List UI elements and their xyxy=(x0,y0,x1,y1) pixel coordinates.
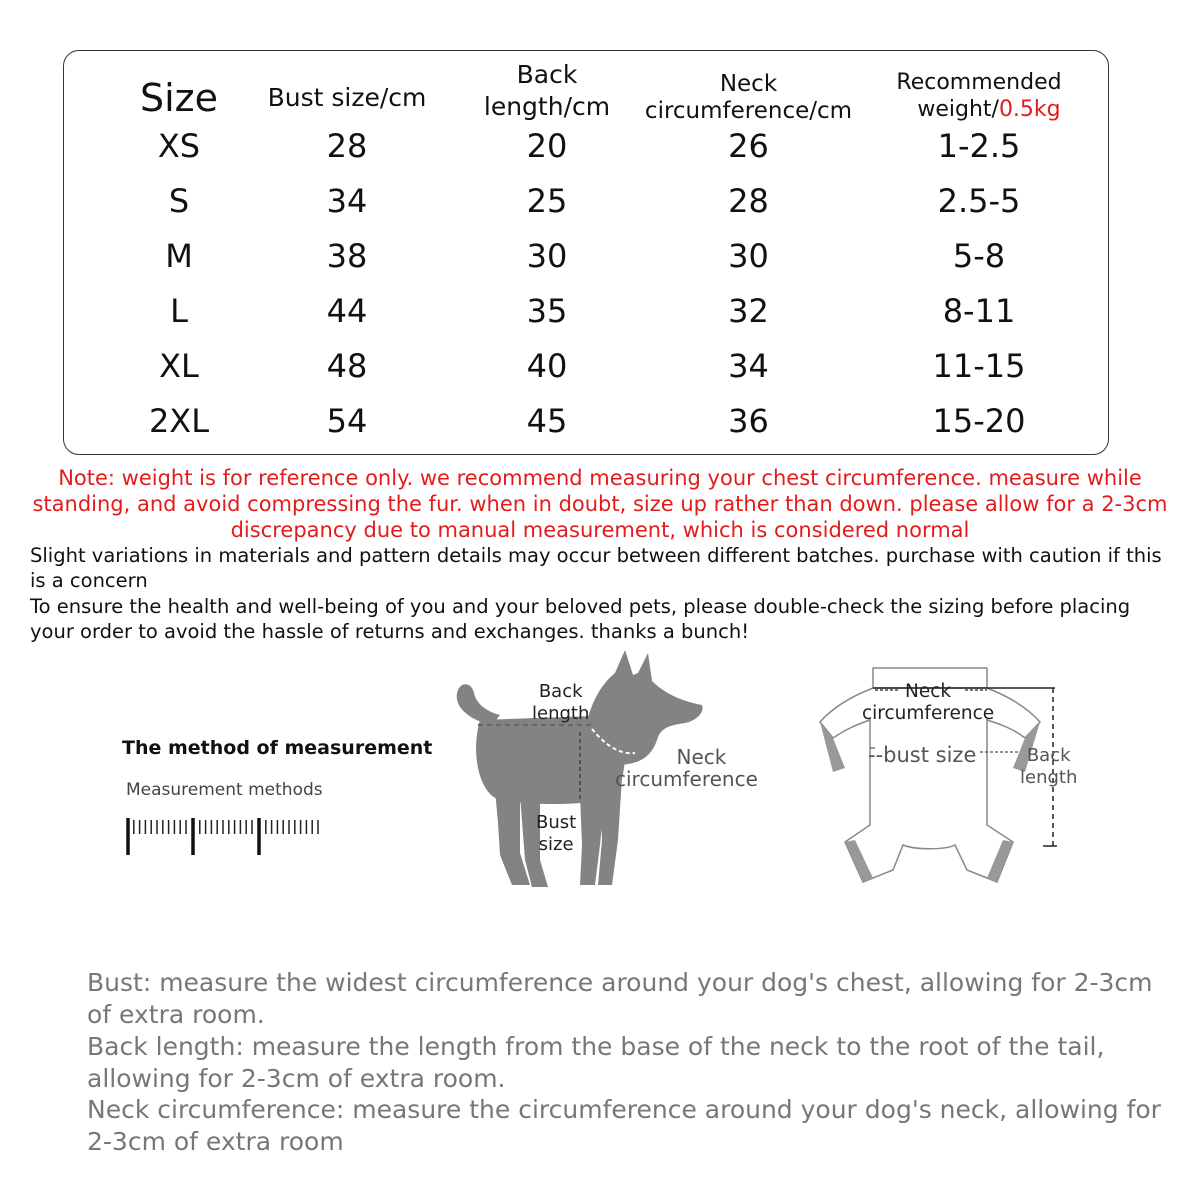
table-cell-weight: 15-20 xyxy=(932,402,1026,440)
dog-neck-line1: Neck xyxy=(676,745,727,769)
table-cell-size: M xyxy=(165,237,193,275)
table-cell-bust: 54 xyxy=(326,402,368,440)
table-cell-back: 30 xyxy=(526,237,568,275)
garment-bust-label: --bust size xyxy=(868,743,977,767)
header-size: Size xyxy=(139,76,218,120)
table-cell-back: 40 xyxy=(526,347,568,385)
table-cell-neck: 26 xyxy=(728,127,769,165)
table-cell-size: XL xyxy=(159,347,199,385)
dog-back-line1: Back xyxy=(538,681,583,702)
table-cell-back: 20 xyxy=(526,127,568,165)
table-cell-back: 35 xyxy=(526,292,568,330)
header-weight-line2 xyxy=(874,96,1084,123)
garment-neck-line2: circumference xyxy=(862,703,995,724)
table-cell-size: 2XL xyxy=(148,402,210,440)
garment-back-line2: length xyxy=(1020,767,1078,788)
table-cell-weight: 2.5-5 xyxy=(937,182,1021,220)
dog-bust-label xyxy=(536,812,576,856)
back-length-instruction: Back length: measure the length from the base of the neck to the root of the tail, allowing for 2-3cm of extra room. xyxy=(87,1032,1105,1093)
neck-instruction: Neck circumference: measure the circumference around your dog's neck, allowing for 2-3cm of extra room xyxy=(87,1095,1161,1156)
method-subtitle: Measurement methods xyxy=(126,780,323,800)
dog-neck-line2: circumference xyxy=(615,767,758,791)
table-cell-weight: 5-8 xyxy=(952,237,1006,275)
batch-variation-note: Slight variations in materials and pattern details may occur between different batches. purchase with caution if this is a concern xyxy=(30,544,1162,592)
header-bust: Bust size/cm xyxy=(267,83,427,112)
header-weight xyxy=(874,69,1084,123)
header-weight-unit: 0.5kg xyxy=(998,97,1061,122)
table-cell-bust: 44 xyxy=(326,292,368,330)
header-neck xyxy=(636,71,861,125)
garment-neck-line1: Neck xyxy=(905,681,952,702)
header-weight-prefix: weight/ xyxy=(917,97,999,122)
table-cell-bust: 28 xyxy=(326,127,368,165)
bust-instruction: Bust: measure the widest circumference around your dog's chest, allowing for 2-3cm of extra room. xyxy=(87,968,1153,1029)
table-cell-neck: 30 xyxy=(728,237,769,275)
dog-back-length-label xyxy=(532,681,589,725)
dog-back-line2: length xyxy=(532,703,590,724)
header-back-line1: Back xyxy=(516,60,578,89)
table-cell-weight: 8-11 xyxy=(942,292,1016,330)
table-cell-bust: 48 xyxy=(326,347,368,385)
table-cell-bust: 34 xyxy=(326,182,368,220)
dog-bust-line2: size xyxy=(538,834,574,855)
table-cell-back: 25 xyxy=(526,182,568,220)
header-back-length xyxy=(447,61,647,120)
header-neck-line2: circumference/cm xyxy=(644,98,853,124)
table-cell-back: 45 xyxy=(526,402,568,440)
header-back-line2: length/cm xyxy=(483,92,611,121)
garment-back-length-label xyxy=(1020,745,1077,789)
table-cell-neck: 32 xyxy=(728,292,769,330)
health-note: To ensure the health and well-being of you and your beloved pets, please double-check the sizing before placing your order to avoid the hassle of returns and exchanges. thanks a bunch! xyxy=(30,595,1131,643)
table-cell-size: XS xyxy=(157,127,201,165)
table-cell-bust: 38 xyxy=(326,237,368,275)
garment-back-line1: Back xyxy=(1026,745,1071,766)
header-neck-line1: Neck xyxy=(719,71,778,97)
table-cell-weight: 1-2.5 xyxy=(937,127,1021,165)
table-cell-size: S xyxy=(168,182,190,220)
method-title: The method of measurement xyxy=(122,737,433,759)
header-weight-line1: Recommended xyxy=(896,70,1062,95)
table-cell-weight: 11-15 xyxy=(932,347,1026,385)
size-chart-table xyxy=(63,50,1109,455)
garment-neck-label xyxy=(862,681,994,725)
reference-note: Note: weight is for reference only. we recommend measuring your chest circumference. measure while standing, and avoid compressing the fur. when in doubt, size up rather than down. please allow for a 2-3cm discrepancy due to manual measurement, which is considered normal xyxy=(32,466,1168,542)
table-cell-neck: 34 xyxy=(728,347,769,385)
table-cell-size: L xyxy=(170,292,188,330)
dog-bust-line1: Bust xyxy=(536,812,577,833)
table-cell-neck: 36 xyxy=(728,402,769,440)
dog-neck-label xyxy=(615,746,758,790)
table-cell-neck: 28 xyxy=(728,182,769,220)
ruler-icon xyxy=(126,818,326,858)
